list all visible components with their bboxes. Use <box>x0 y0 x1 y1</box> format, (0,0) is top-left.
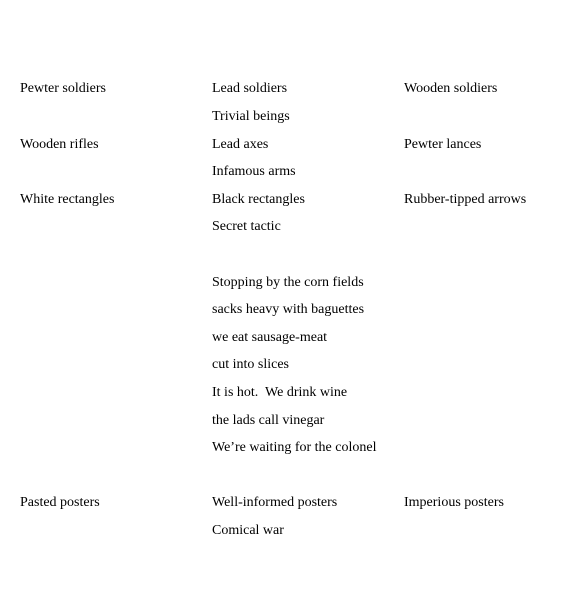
lead-soldiers-text: Lead soldiers <box>212 81 288 96</box>
verse-line: Stopping by the corn fields <box>212 275 364 290</box>
verse-line: the lads call vinegar <box>212 413 325 428</box>
white-rectangles-text: White rectangles <box>20 192 115 207</box>
wooden-soldiers-text: Wooden soldiers <box>404 81 498 96</box>
black-rectangles-text: Black rectangles <box>212 192 305 207</box>
rubber-tipped-arrows-text: Rubber-tipped arrows <box>404 192 527 207</box>
comical-war-text: Comical war <box>212 523 284 538</box>
wooden-rifles-text: Wooden rifles <box>20 137 99 152</box>
verse-line: We’re waiting for the colonel <box>212 440 377 455</box>
infamous-arms-text: Infamous arms <box>212 164 296 179</box>
trivial-beings-text: Trivial beings <box>212 109 290 124</box>
pasted-posters-text: Pasted posters <box>20 495 100 510</box>
well-informed-posters-text: Well-informed posters <box>212 495 338 510</box>
lead-axes-text: Lead axes <box>212 137 269 152</box>
verse-line: cut into slices <box>212 357 289 372</box>
verse-line: It is hot. We drink wine <box>212 385 348 400</box>
pewter-lances-text: Pewter lances <box>404 137 482 152</box>
verse-line: we eat sausage-meat <box>212 330 328 345</box>
secret-tactic-text: Secret tactic <box>212 219 281 234</box>
verse-line: sacks heavy with baguettes <box>212 302 365 317</box>
imperious-posters-text: Imperious posters <box>404 495 504 510</box>
pewter-soldiers-text: Pewter soldiers <box>20 81 106 96</box>
